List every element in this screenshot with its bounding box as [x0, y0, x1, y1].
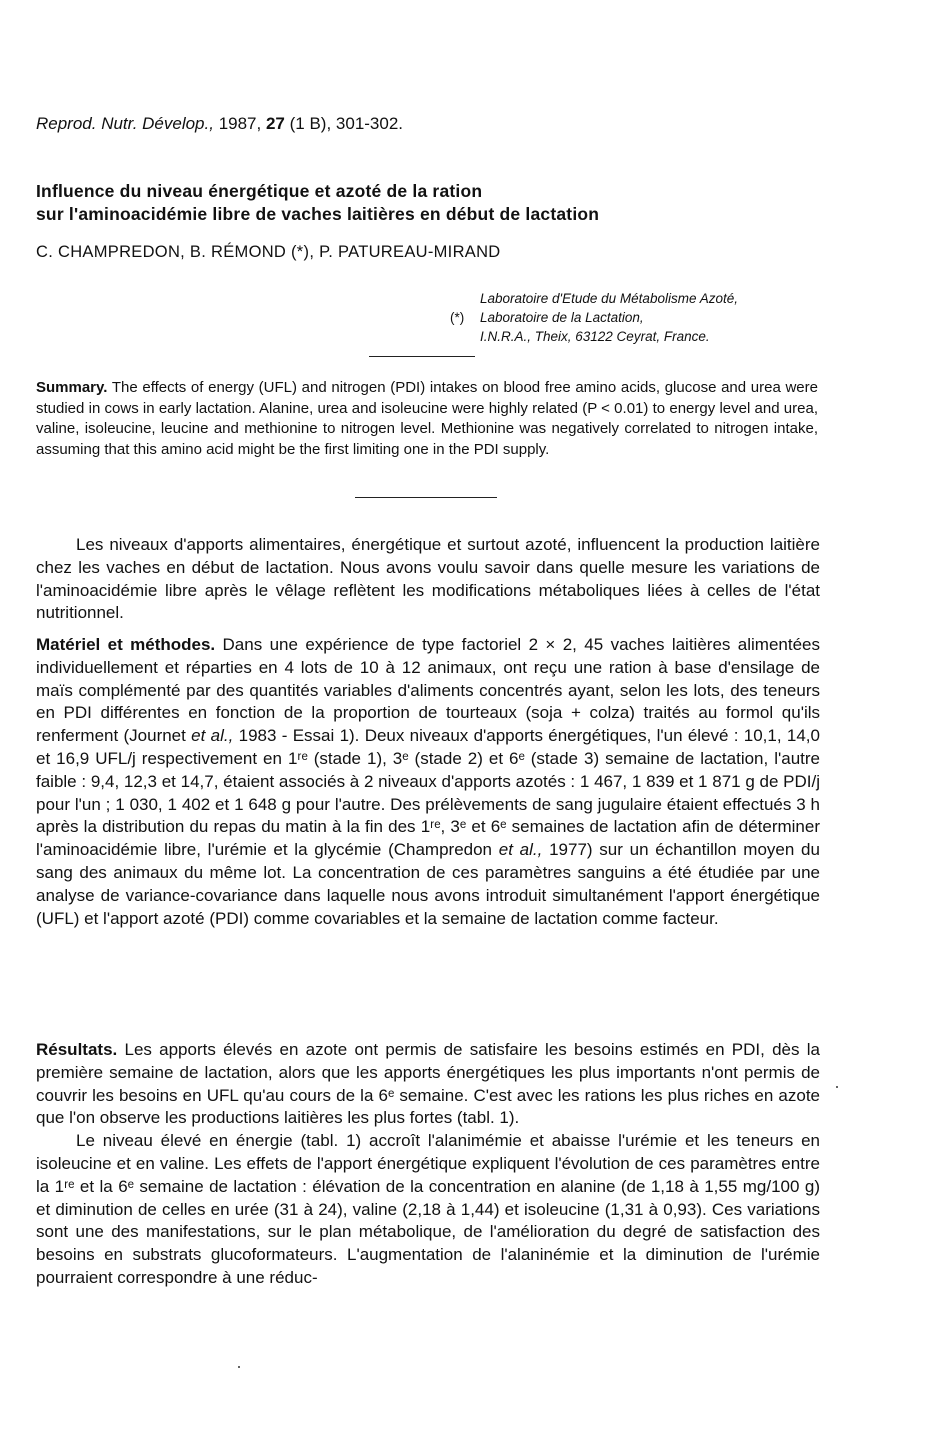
methods-section [36, 634, 820, 930]
citation-etal: et al., [191, 726, 234, 746]
separator-rule [369, 356, 475, 357]
summary [36, 378, 818, 460]
affiliation-text: Laboratoire d'Etude du Métabolisme Azoté, [480, 291, 738, 306]
affiliation-1 [450, 289, 738, 308]
summary-heading: Summary. [36, 379, 108, 396]
affiliation-text: I.N.R.A., Theix, 63122 Ceyrat, France. [480, 329, 710, 344]
separator-rule [355, 497, 497, 498]
title-line-1: Influence du niveau énergétique et azoté de la ration [36, 181, 483, 201]
summary-text: The effects of energy (UFL) and nitrogen (PDI) intakes on blood free amino acids, glucose and urea were studied in cows in early lactation. Alanine, urea and isoleucine were highly related (P < 0.01) to energy level and urea, valine, isoleucine, leucine and methionine to nitrogen level. Methionine was negatively correlated to nitrogen intake, assuming that this amino acid might be the first limiting one in the PDI supply. [36, 379, 818, 458]
results-text: Les apports élevés en azote ont permis de satisfaire les besoins estimés en PDI, dès la première semaine de lactation, alors que les apports énergétiques les plus importants n'ont permis de couvrir les besoins en UFL qu'au cours de la 6ᵉ semaine. C'est avec les rations les plus riches en azote que l'on observe les productions laitières les plus fortes (tabl. 1). [36, 1040, 820, 1128]
methods-paragraph [36, 634, 820, 930]
citation-issue-pages: (1 B), 301-302. [289, 114, 404, 133]
speck [836, 1086, 838, 1088]
methods-text: 1977) sur un échantillon moyen du sang des animaux du même lot. La concentration de ces paramètres sanguins a été étudiée par une analyse de variance-covariance dans laquelle nous avons introduit simultanément l'apport énergétique (UFL) et l'apport azoté (PDI) comme covariables et la semaine de lactation comme facteur. [36, 840, 820, 928]
methods-text: Dans une expérience de type factoriel 2 × 2, 45 vaches laitières alimentées individuellement et réparties en 4 lots de 10 à 12 animaux, ont reçu une ration à base d'ensilage de maïs complémenté par des quantités variables d'aliments concentrés ayant, selon les lots, des teneurs en PDI différentes en fonction de la proportion de tourteaux (soja + colza) traités au formol qu'ils renferment (Journet [36, 635, 820, 746]
authors: C. CHAMPREDON, B. RÉMOND (*), P. PATUREAU-MIRAND [36, 243, 501, 261]
methods-heading: Matériel et méthodes. [36, 635, 216, 654]
affiliation-2 [450, 308, 738, 327]
results-heading: Résultats. [36, 1040, 118, 1059]
affiliation-text: Laboratoire de la Lactation, [480, 310, 644, 325]
affiliation-3 [450, 327, 738, 346]
article-title [36, 180, 599, 226]
intro-paragraph: Les niveaux d'apports alimentaires, énergétique et surtout azoté, influencent la production laitière chez les vaches en début de lactation. Nous avons voulu savoir dans quelle mesure les variations de l'aminoacidémie libre après le vêlage reflètent les modifications métaboliques liées à celles de l'état nutritionnel. [36, 535, 820, 623]
citation-year: 1987, [218, 114, 262, 133]
citation-volume: 27 [265, 114, 285, 133]
citation-etal: et al., [498, 840, 543, 860]
results-section [36, 1039, 820, 1290]
citation [36, 114, 403, 134]
speck [238, 1366, 240, 1368]
affiliation-mark: (*) [450, 310, 465, 325]
results-paragraph-2: Le niveau élevé en énergie (tabl. 1) accroît l'alanimémie et abaisse l'urémie et les teneurs en isoleucine et en valine. Les effets de l'apport énergétique expliquent l'évolution de ces paramètres entre la 1ʳᵉ et la 6ᵉ semaine de lactation : élévation de la concentration en alanine (de 1,18 à 1,55 mg/100 g) et diminution de celles en urée (31 à 24), valine (2,18 à 1,44) et isoleucine (1,31 à 0,93). Ces variations sont une des manifestations, sur le plan métabolique, de l'amélioration du degré de satisfaction des besoins en substrats glucoformateurs. L'augmentation de l'alaninémie et la diminution de l'urémie pourraient correspondre à une réduc- [36, 1131, 820, 1287]
results-paragraph-1 [36, 1039, 820, 1130]
title-line-2: sur l'aminoacidémie libre de vaches laitières en début de lactation [36, 204, 600, 224]
affiliations [450, 289, 738, 346]
journal-name: Reprod. Nutr. Dévelop., [36, 114, 214, 133]
methods-text: 1983 - Essai 1). Deux niveaux d'apports énergétiques, l'un élevé : 10,1, 14,0 et 16,9 UFL/j respectivement en 1ʳᵉ (stade 1), 3ᵉ (stade 2) et 6ᵉ (stade 3) semaine de lactation, l'autre faible : 9,4, 12,3 et 14,7, étaient associés à 2 niveaux d'apports azotés : 1 467, 1 839 et 1 871 g de PDI/j pour l'un ; 1 030, 1 402 et 1 648 g pour l'autre. Des prélèvements de sang jugulaire étaient effectués 3 h après la distribution du repas du matin à la fin des 1ʳᵉ, 3ᵉ et 6ᵉ semaines de lactation afin de déterminer l'aminoacidémie libre, l'urémie et la glycémie (Champredon [36, 726, 820, 860]
